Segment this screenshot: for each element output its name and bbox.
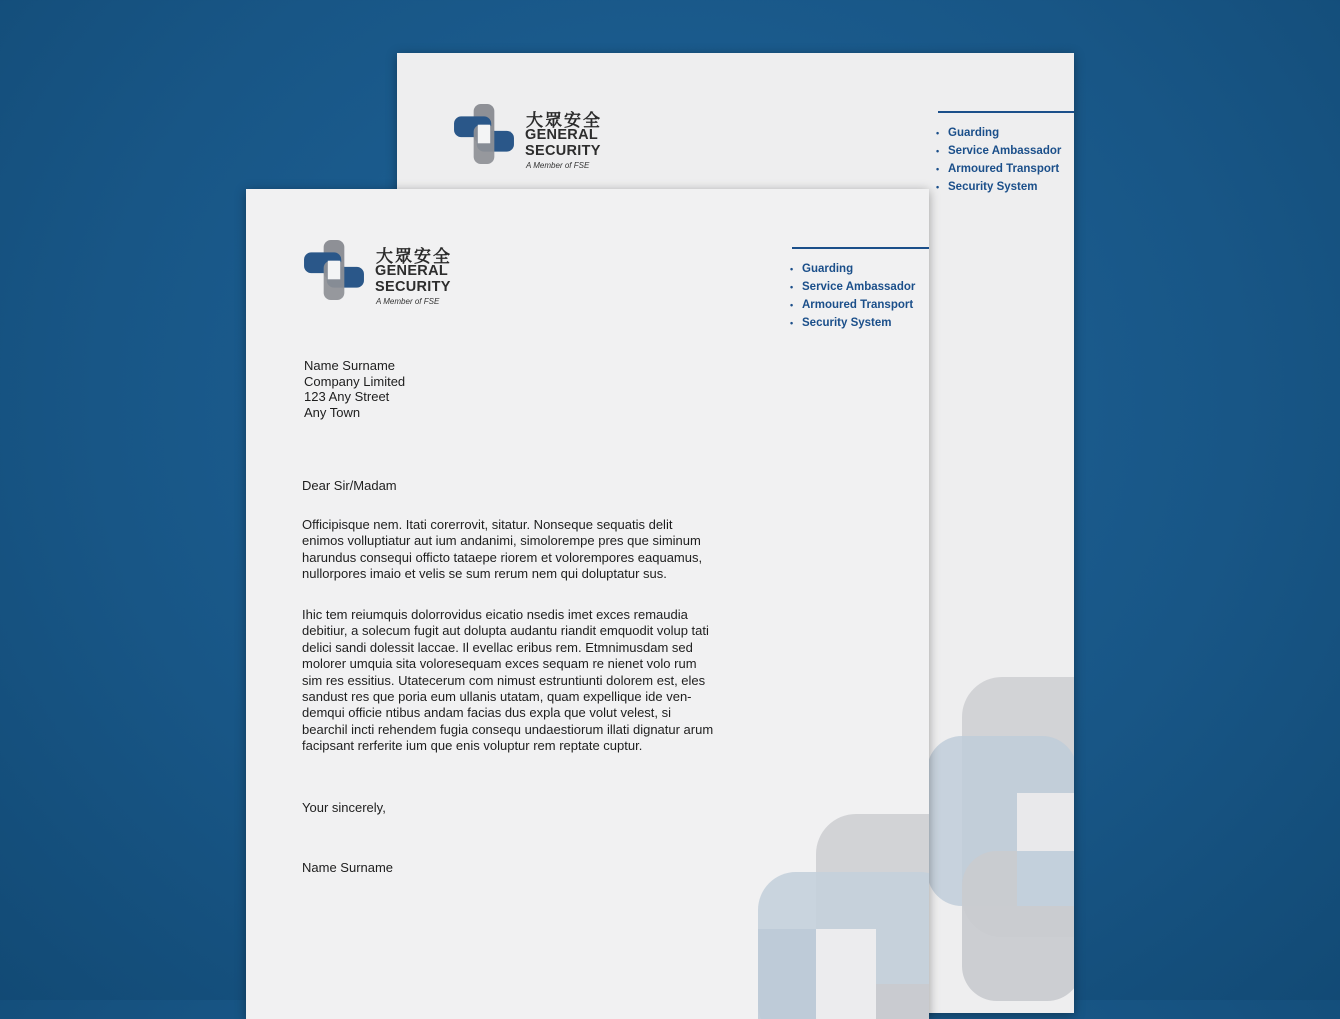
body-line: sim res essitius. Utatecerum com nimust estruntiunti dolorem est, eles — [302, 672, 706, 688]
services-list — [936, 124, 1061, 196]
address-line: Company Limited — [304, 373, 406, 389]
services-divider — [938, 111, 1074, 113]
logo-mark-icon — [453, 103, 515, 165]
recipient-address — [304, 358, 405, 420]
brand-pattern-front — [756, 809, 929, 1019]
body-line: Officipisque nem. Itati corerrovit, sitatur. Nonseque sequatis delit — [302, 517, 673, 532]
address-line: 123 Any Street — [304, 389, 390, 404]
body-line: facipsant rerferite ium que enis voluptur rem reptate cuptur. — [302, 738, 643, 754]
brand-tagline: A Member of FSE — [376, 297, 440, 306]
service-item: • Service Ambassador — [790, 278, 915, 296]
body-line: nullorpores imaio et velis se sum rerum nem qui doluptatur sus. — [302, 566, 667, 582]
body-line: harundus consequi officto tataepe riorem et volorempores eaquamus, — [302, 549, 703, 565]
service-item: • Service Ambassador — [936, 142, 1061, 160]
body-line: delici sandi dolessit laccae. Il evellac eribus rem. Etmnimusdam sed — [302, 639, 693, 655]
body-line: bearchil incti rehendem fugia consequ undaestiorum illati dignatur arum — [302, 721, 714, 737]
brand-pattern-back — [927, 673, 1074, 1013]
body-line: debitiur, a solecum fugit aut dolupta audantu riandit emquodit volup tati — [302, 623, 709, 639]
brand-name-chinese: 大眾安全 — [376, 247, 452, 266]
body-line: Ihic tem reiumquis dolorrovidus eicatio nsedis imet exces remaudia — [302, 607, 688, 622]
service-item: • Security System — [790, 314, 915, 332]
service-item: • Armoured Transport — [790, 296, 915, 314]
body-paragraph-2 — [302, 607, 752, 755]
brand-name-line1: GENERAL — [375, 263, 448, 279]
body-line: molorer umquia sita voloresequam exces sequam re nienet volo rum — [302, 656, 697, 672]
service-item: • Guarding — [936, 124, 1061, 142]
brand-name-line1: GENERAL — [525, 127, 598, 143]
address-line: Name Surname — [304, 358, 396, 373]
body-line: sandust res que poria eum ullanis utatam, quam expellique ide ven- — [302, 689, 692, 705]
body-line: demqui officie ntibus andam facias dus expla que volut velest, si — [302, 705, 672, 721]
brand-tagline: A Member of FSE — [526, 161, 590, 170]
service-item: • Armoured Transport — [936, 160, 1061, 178]
signature-name: Name Surname — [302, 860, 394, 875]
logo-mark-icon — [303, 239, 365, 301]
salutation: Dear Sir/Madam — [302, 478, 397, 493]
brand-name-chinese: 大眾安全 — [526, 111, 602, 130]
letterhead-front-sheet — [246, 189, 929, 1019]
body-paragraph-1 — [302, 517, 752, 583]
service-item: • Guarding — [790, 260, 915, 278]
brand-name-line2: SECURITY — [525, 143, 601, 159]
brand-name-line2: SECURITY — [375, 279, 451, 295]
closing: Your sincerely, — [302, 800, 386, 815]
address-line: Any Town — [304, 404, 361, 420]
services-list — [790, 260, 915, 332]
services-divider — [792, 247, 929, 249]
body-line: enimos volluptiatur aut ium andanimi, simolorempe pres que siminum — [302, 533, 701, 549]
service-item: • Security System — [936, 178, 1061, 196]
